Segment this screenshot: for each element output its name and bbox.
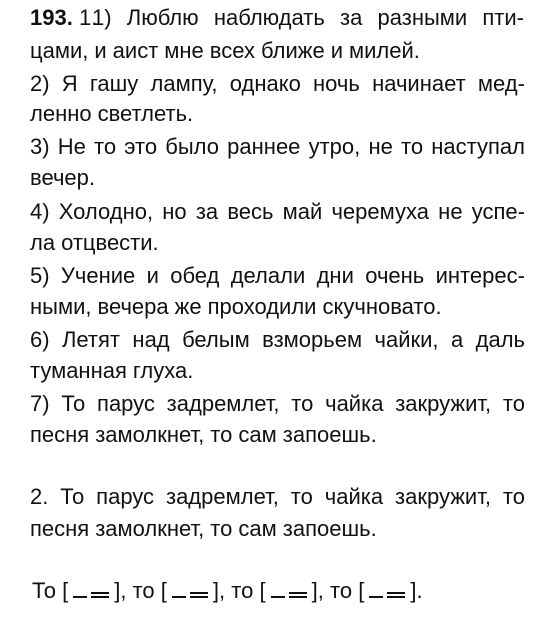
subject-predicate-slot (168, 579, 212, 599)
word: успе- (471, 199, 525, 224)
word: отцвести. (61, 230, 159, 255)
word: 6) (30, 327, 50, 352)
word: лампу, (150, 71, 218, 96)
word: наблюдать (213, 5, 325, 30)
word: всех (209, 38, 255, 63)
word: цами, (30, 38, 89, 63)
word: утро, (308, 134, 361, 159)
word: вечер. (30, 165, 95, 190)
scheme-close-bracket: ] (114, 578, 121, 603)
word: но (162, 199, 187, 224)
part-2-line (30, 514, 525, 544)
exercise-line (30, 292, 525, 322)
word: и (330, 38, 343, 63)
word: парус (97, 391, 155, 416)
word: Не (57, 134, 86, 159)
word: ночь (313, 71, 360, 96)
exercise-line (30, 261, 525, 291)
word: туманная (30, 358, 127, 383)
exercise-line (30, 163, 525, 193)
word: сам (238, 422, 277, 447)
word: то (94, 134, 117, 159)
word: замолкнет, (95, 422, 205, 447)
word: было (165, 134, 219, 159)
word: Холодно, (58, 199, 154, 224)
part-2-line (30, 482, 525, 512)
exercise-number: 193. (30, 5, 73, 30)
scheme-word-2: то (132, 578, 155, 603)
word: за (340, 5, 363, 30)
word: запоешь. (282, 516, 377, 541)
word: то (291, 391, 314, 416)
word: над (132, 327, 170, 352)
word: весь (227, 199, 274, 224)
word: и (94, 38, 107, 63)
exercise-line-1 (30, 3, 97, 33)
sentence-scheme: То [ ], то [ ], то [ ], то [ ]. (32, 578, 423, 603)
word: не (368, 134, 393, 159)
word: белым (182, 327, 250, 352)
word: обед (170, 263, 220, 288)
word: то (401, 134, 424, 159)
word: задремлет, (165, 484, 279, 509)
exercise-line (30, 325, 525, 355)
exercise-line (30, 69, 525, 99)
word: а (450, 327, 464, 352)
word: милей. (349, 38, 420, 63)
word: глуха. (132, 358, 194, 383)
word: проходили (207, 294, 317, 319)
word: вечера (97, 294, 169, 319)
word: интерес- (435, 263, 525, 288)
word: и (146, 263, 159, 288)
word: Учение (60, 263, 136, 288)
scheme-word-3: то (231, 578, 254, 603)
word: же (174, 294, 202, 319)
word: аист (112, 38, 159, 63)
word: сам (238, 516, 277, 541)
word: это (124, 134, 158, 159)
exercise-line (92, 3, 524, 33)
word: скучновато. (322, 294, 442, 319)
word: ла (30, 230, 56, 255)
word: пти- (482, 5, 524, 30)
word: разными (377, 5, 468, 30)
word: 2. (30, 484, 49, 509)
word: закружит, (395, 391, 492, 416)
word: 7) (30, 391, 50, 416)
scheme-word-1: То (32, 578, 56, 603)
word: светлеть. (97, 101, 194, 126)
word: закружит, (395, 484, 491, 509)
part-1-label: 1. (78, 5, 98, 30)
word: задремлет, (166, 391, 280, 416)
exercise-line (30, 36, 525, 66)
word: ными, (30, 294, 92, 319)
word: песня (30, 422, 90, 447)
scheme-word-4: то (330, 578, 353, 603)
word: То (60, 484, 85, 509)
word: взморьем (262, 327, 363, 352)
exercise-line (30, 228, 525, 258)
word: то (502, 391, 525, 416)
word: Люблю (126, 5, 199, 30)
exercise-line (30, 389, 525, 419)
word: парус (96, 484, 155, 509)
word: то (210, 422, 233, 447)
word: 3) (30, 134, 50, 159)
word: 2) (30, 71, 50, 96)
word: начинает (372, 71, 466, 96)
word: гашу (89, 71, 139, 96)
word: замолкнет, (95, 516, 205, 541)
word: очень (365, 263, 425, 288)
exercise-line (30, 197, 525, 227)
word: Летят (61, 327, 120, 352)
word: запоешь. (282, 422, 377, 447)
scheme-open-bracket: [ (62, 578, 69, 603)
word: раннее (227, 134, 301, 159)
word: 5) (30, 263, 50, 288)
word: то (502, 484, 525, 509)
exercise-line (30, 356, 525, 386)
word: мне (164, 38, 204, 63)
exercise-line (30, 99, 525, 129)
word: мед- (477, 71, 525, 96)
word: делали (230, 263, 306, 288)
word: ленно (30, 101, 92, 126)
subject-predicate-slot (69, 579, 113, 599)
word: ближе (261, 38, 325, 63)
word: 4) (30, 199, 50, 224)
word: чайка (324, 484, 384, 509)
subject-predicate-slot (365, 579, 409, 599)
word: то (210, 516, 233, 541)
word: май (282, 199, 323, 224)
word: чайки, (374, 327, 439, 352)
word: то (290, 484, 313, 509)
word: наступал (431, 134, 525, 159)
exercise-line (30, 420, 525, 450)
word: однако (229, 71, 301, 96)
exercise-line (30, 132, 525, 162)
word: чайка (325, 391, 384, 416)
word: Я (61, 71, 78, 96)
word: не (438, 199, 463, 224)
word: 1) (92, 5, 112, 30)
word: То (61, 391, 86, 416)
word: песня (30, 516, 90, 541)
word: дни (316, 263, 354, 288)
subject-predicate-slot (267, 579, 311, 599)
word: черемуха (331, 199, 429, 224)
word: за (195, 199, 219, 224)
word: даль (475, 327, 525, 352)
